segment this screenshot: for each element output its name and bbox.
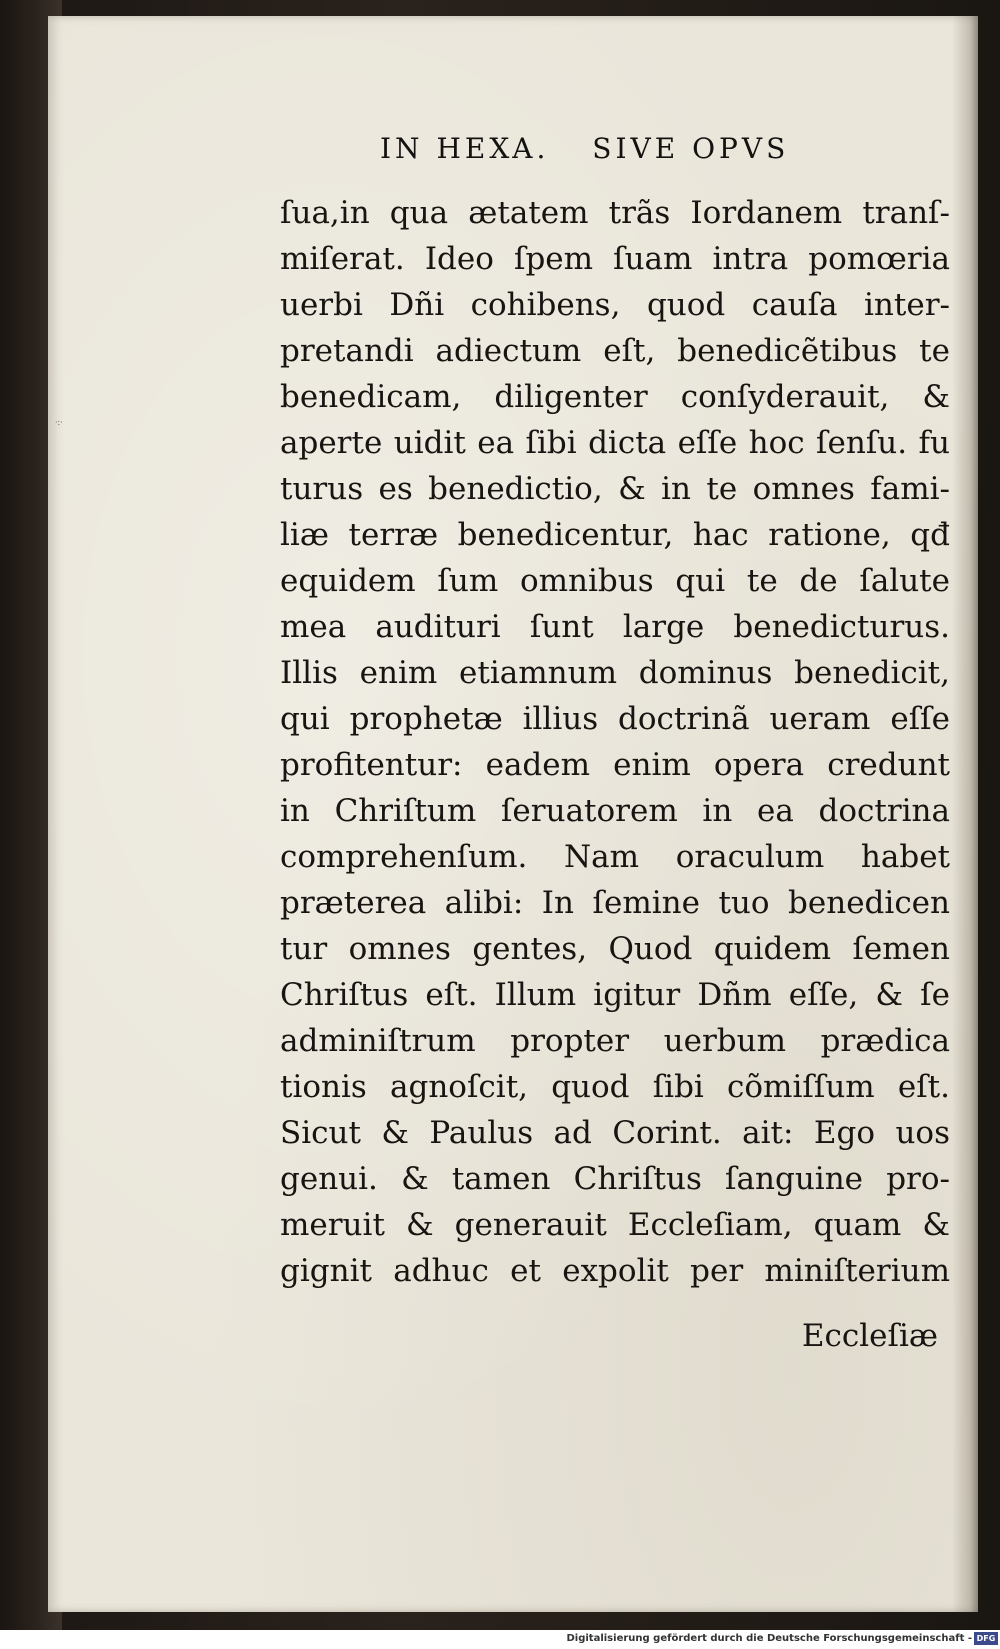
text-line: comprehenſum. Nam oraculum habet [280,839,950,875]
text-line: gignit adhuc et expolit per miniſterium [280,1253,950,1289]
paper-speck: ·:· [55,418,63,427]
text-line: tionis agnoſcit, quod ſibi cõmiſſum eſt. [280,1069,950,1105]
text-line: qui prophetæ illius doctrinã ueram eſſe [280,701,950,737]
running-head-right: SIVE OPVS [592,132,790,165]
text-line: profitentur: eadem enim opera credunt [280,747,950,783]
text-line: aperte uidit ea ſibi dicta eſſe hoc ſenſu. fu [280,425,950,461]
dfg-logo-icon: DFG [974,1632,998,1645]
text-line: mea audituri ſunt large benedicturus. [280,609,950,645]
running-head-left: IN HEXA. [380,132,550,165]
text-line: uerbi Dñi cohibens, quod cauſa inter- [280,287,950,323]
funding-credit: Digitalisierung gefördert durch die Deutsche Forschungsgemeinschaft - [566,1633,972,1644]
text-line: liæ terræ benedicentur, hac ratione, qđ [280,517,950,553]
text-line: tur omnes gentes, Quod quidem ſemen [280,931,950,967]
text-line: adminiſtrum propter uerbum prædica [280,1023,950,1059]
text-line: Illis enim etiamnum dominus benedicit, [280,655,950,691]
text-line: turus es benedictio, & in te omnes fami- [280,471,950,507]
text-line: genui. & tamen Chriſtus ſanguine pro- [280,1161,950,1197]
text-line: pretandi adiectum eſt, benedicẽtibus te [280,333,950,369]
text-line: in Chriſtum ſeruatorem in ea doctrina [280,793,950,829]
body-text [280,190,950,1294]
catchword: Eccleſiæ [801,1318,938,1354]
text-line: miſerat. Ideo ſpem ſuam intra pomœria [280,241,950,277]
text-line: benedicam, diligenter conſyderauit, & [280,379,950,415]
text-line: præterea alibi: In ſemine tuo benedicen [280,885,950,921]
text-line: Sicut & Paulus ad Corint. ait: Ego uos [280,1115,950,1151]
running-head [380,132,860,172]
text-line: equidem ſum omnibus qui te de ſalute [280,563,950,599]
text-line: Chriſtus eſt. Illum igitur Dñm eſſe, & ſe [280,977,950,1013]
text-line: meruit & generauit Eccleſiam, quam & [280,1207,950,1243]
page-edge-shadow [952,16,978,1612]
text-line: ſua,in qua ætatem trãs Iordanem tranſ- [280,195,950,231]
